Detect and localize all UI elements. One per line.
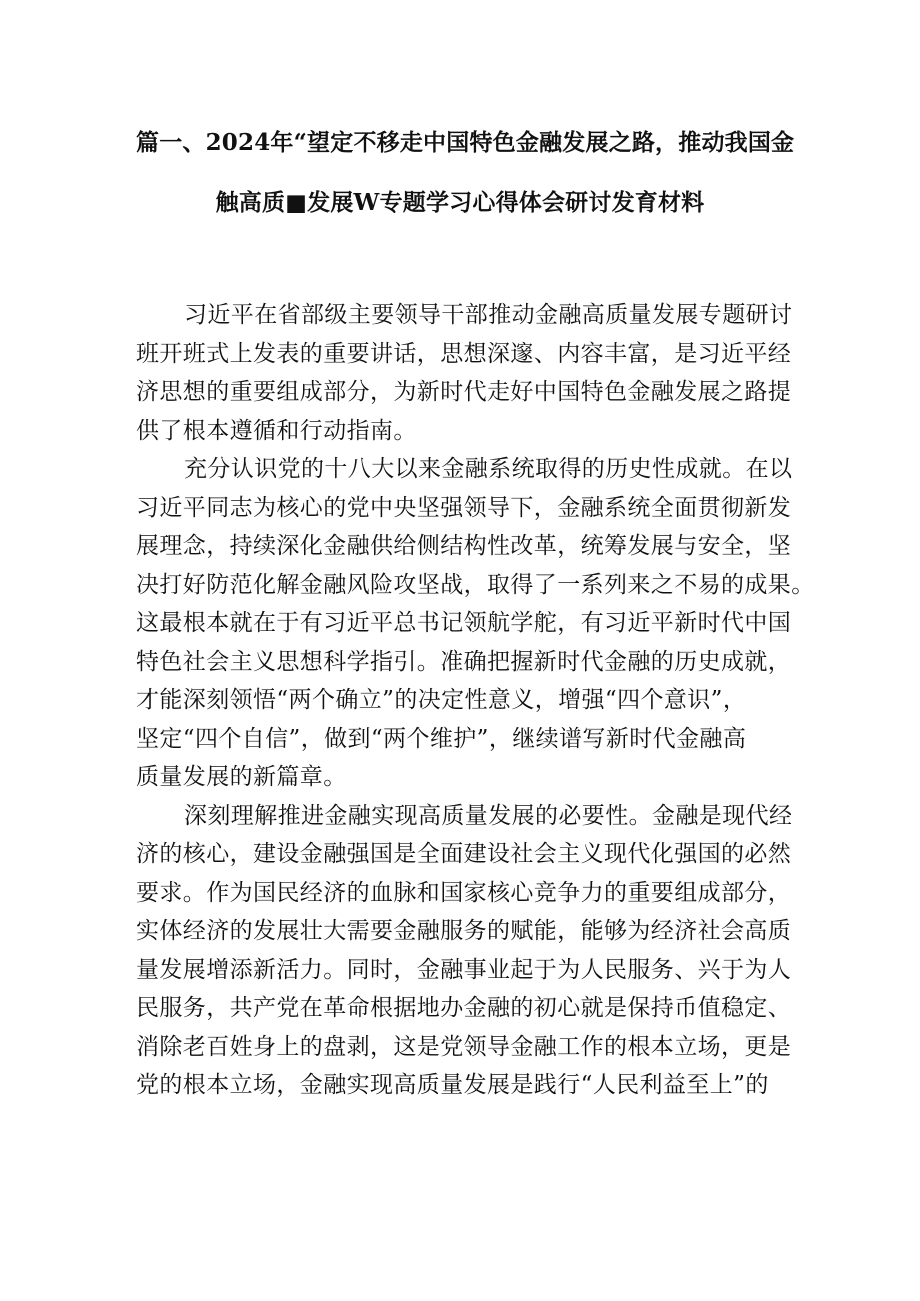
paragraph-line: 党的根本立场，金融实现高质量发展是践行“人民利益至上”的 [136, 1072, 769, 1098]
paragraph-line: 要求。作为国民经济的血脉和国家核心竞争力的重要组成部分， [136, 879, 792, 906]
document-title [100, 128, 820, 218]
paragraph-line: 实体经济的发展壮大需要金融服务的赋能，能够为经济社会高质 [136, 918, 792, 944]
paragraph-line: 充分认识党的十八大以来金融系统取得的历史性成就。在以 [184, 456, 793, 482]
paragraph-line: 才能深刻领悟“两个确立”的决定性意义，增强“四个意识”， [136, 687, 747, 713]
paragraph-line: 济思想的重要组成部分，为新时代走好中国特色金融发展之路提 [136, 379, 792, 405]
paragraph-line: 供了根本遵循和行动指南。 [136, 417, 417, 444]
paragraph-line: 济的核心，建设金融强国是全面建设社会主义现代化强国的必然 [136, 841, 792, 867]
paragraph-3 [136, 797, 796, 1105]
paragraph-line: 深刻理解推进金融实现高质量发展的必要性。金融是现代经 [184, 802, 793, 829]
paragraph-line: 特色社会主义思想科学指引。准确把握新时代金融的历史成就， [136, 648, 792, 675]
paragraph-line: 质量发展的新篇章。 [136, 764, 347, 790]
title-line-2: 触高质■发展W专题学习心得体会研讨发育材料 [215, 189, 705, 216]
paragraph-line: 习近平在省部级主要领导干部推动金融高质量发展专题研讨 [184, 302, 793, 328]
document-body [136, 296, 815, 1105]
title-line-1: 篇一、2024年“望定不移走中国特色金融发展之路，推动我国金 [136, 129, 795, 156]
paragraph-line: 这最根本就在于有习近平总书记领航学舵，有习近平新时代中国 [136, 610, 792, 636]
paragraph-line: 消除老百姓身上的盘剥，这是党领导金融工作的根本立场，更是 [136, 1033, 792, 1060]
paragraph-line: 班开班式上发表的重要讲话，思想深邃、内容丰富，是习近平经 [136, 340, 792, 367]
paragraph-1 [136, 296, 796, 450]
paragraph-line: 民服务，共产党在革命根据地办金融的初心就是保持币值稳定、 [136, 995, 792, 1021]
paragraph-2 [136, 450, 815, 797]
paragraph-line: 展理念，持续深化金融供给侧结构性改革，统筹发展与安全，坚 [136, 533, 792, 559]
paragraph-line: 坚定“四个自信”，做到“两个维护”，继续谱写新时代金融高 [136, 725, 747, 752]
paragraph-line: 量发展增添新活力。同时，金融事业起于为人民服务、兴于为人 [136, 956, 792, 983]
paragraph-line: 习近平同志为核心的党中央坚强领导下，金融系统全面贯彻新发 [136, 494, 792, 521]
paragraph-line: 决打好防范化解金融风险攻坚战，取得了一系列来之不易的成果。 [136, 571, 815, 598]
